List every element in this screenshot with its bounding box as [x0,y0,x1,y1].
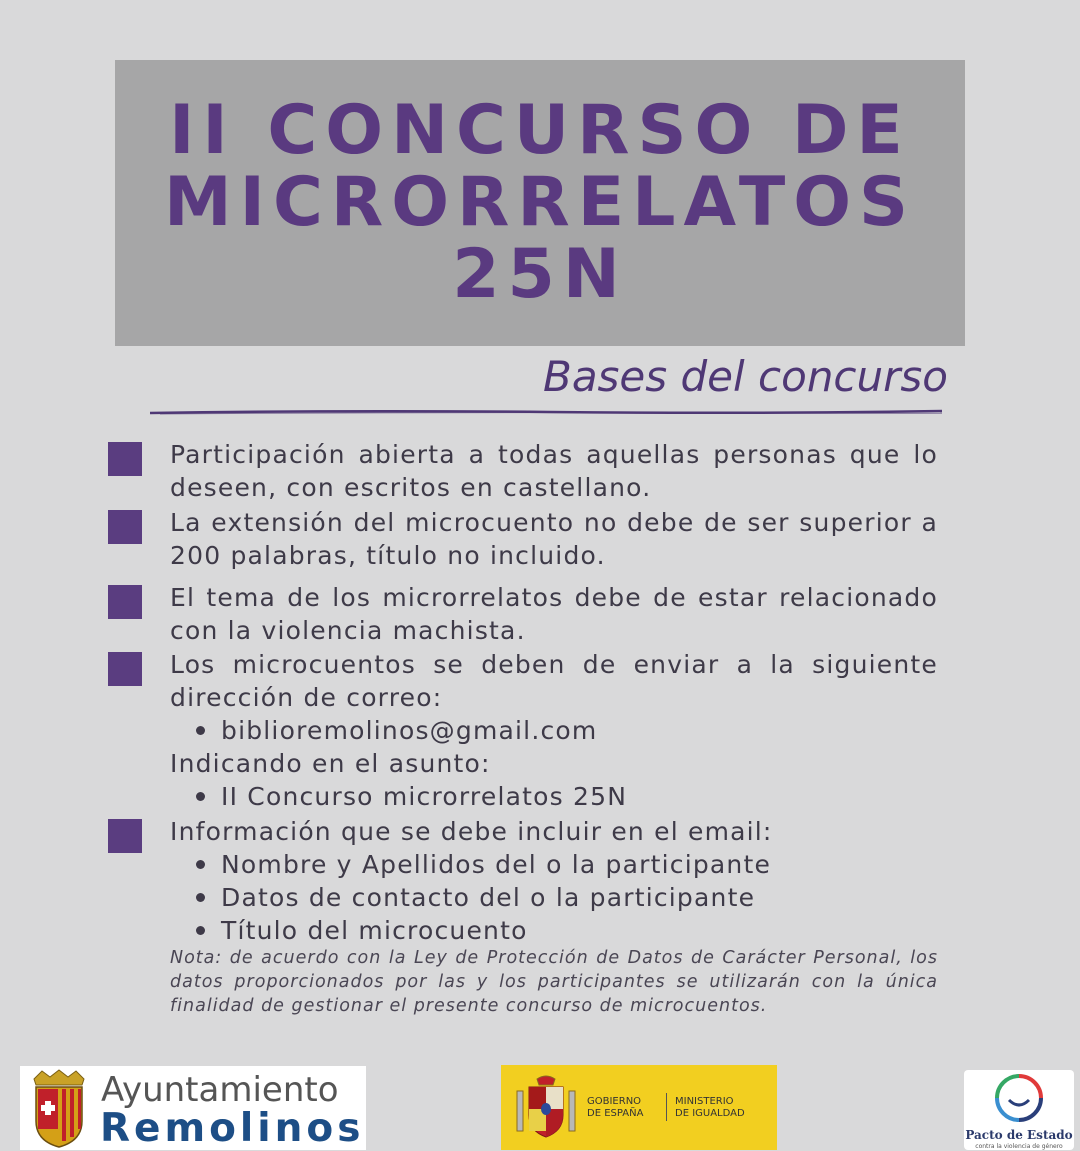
rule-item-5 [108,815,938,947]
ayuntamiento-logo [20,1066,366,1150]
dot-bullet-icon [196,926,205,935]
rule-text: La extensión del microcuento no debe de ser superior a 200 palabras, título no incluido. [170,508,938,570]
brush-divider [150,408,942,416]
subject-entry [170,780,938,813]
title-line-2: MICRORRELATOS [163,163,917,242]
gobierno-logo [501,1065,777,1150]
ministerio-text: MINISTERIO DE IGUALDAD [675,1096,745,1119]
pacto-subtext: contra la violencia de género [975,1143,1063,1150]
rule-text: Información que se debe incluir en el email: [170,817,773,846]
title-banner [115,60,965,346]
title-line-3: 25N [452,235,628,314]
pacto-estado-logo [964,1070,1074,1150]
field-text: Nombre y Apellidos del o la participante [221,850,772,879]
email-entry [170,714,938,747]
square-bullet-icon [108,510,142,544]
dot-bullet-icon [196,792,205,801]
field-text: Datos de contacto del o la participante [221,883,756,912]
logo-separator [666,1093,667,1121]
square-bullet-icon [108,442,142,476]
square-bullet-icon [108,819,142,853]
subject-text: II Concurso microrrelatos 25N [221,782,628,811]
rule-text: Participación abierta a todas aquellas personas que lo deseen, con escritos en castellano. [170,440,938,502]
rule-text: Los microcuentos se deben de enviar a la siguiente dirección de correo: [170,650,938,712]
field-entry [170,848,938,881]
spain-coat-of-arms-icon [515,1075,577,1141]
dot-bullet-icon [196,893,205,902]
field-entry [170,881,938,914]
gobierno-text: GOBIERNO DE ESPAÑA [587,1096,644,1119]
remolinos-text: Remolinos [100,1106,365,1151]
dot-bullet-icon [196,726,205,735]
rule-text: El tema de los microrrelatos debe de estar relacionado con la violencia machista. [170,583,938,645]
rule-item-4 [108,648,938,813]
pacto-circle-icon [989,1072,1049,1126]
email-address[interactable]: biblioremolinos@gmail.com [221,716,598,745]
title-line-1: II CONCURSO DE [169,91,911,170]
rule-item-2 [108,506,938,572]
dot-bullet-icon [196,860,205,869]
pacto-text: Pacto de Estado [965,1128,1073,1142]
subject-label: Indicando en el asunto: [170,749,491,778]
rule-item-3 [108,581,938,647]
square-bullet-icon [108,585,142,619]
field-entry [170,914,938,947]
rule-item-1 [108,438,938,504]
field-text: Título del microcuento [221,916,528,945]
ayuntamiento-text: Ayuntamiento [101,1070,339,1110]
square-bullet-icon [108,652,142,686]
privacy-note: Nota: de acuerdo con la Ley de Protección de Datos de Carácter Personal, los datos proporcionados por las y los participantes se utilizarán con la única finalidad de gestionar el presente concurso de microcuentos. [170,948,938,1016]
subtitle: Bases del concurso [543,352,948,401]
coat-of-arms-icon [28,1069,90,1149]
